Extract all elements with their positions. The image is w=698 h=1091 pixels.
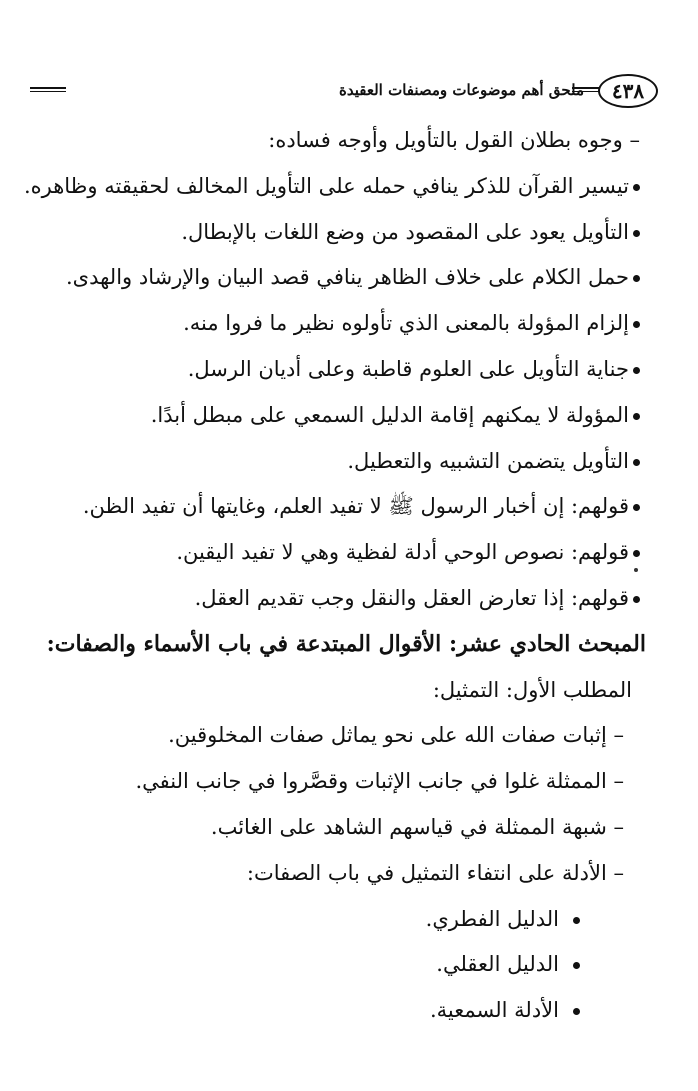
header-rule-left: [30, 87, 66, 92]
running-header: [30, 70, 658, 110]
text-line: – شبهة الممثلة في قياسهم الشاهد على الغائب.: [210, 814, 624, 839]
bullet-item: جناية التأويل على العلوم قاطبة وعلى أديان الرسل.: [40, 347, 640, 393]
bullet-item: التأويل يعود على المقصود من وضع اللغات بالإبطال.: [40, 210, 640, 256]
text-line: – إثبات صفات الله على نحو يماثل صفات المخلوقين.: [168, 723, 624, 748]
bullet-item: إلزام المؤولة بالمعنى الذي تأولوه نظير ما فروا منه.: [40, 301, 640, 347]
text-line: – الممثلة غلوا في جانب الإثبات وقصَّروا في جانب النفي.: [135, 769, 624, 794]
header-title: ملحق أهم موضوعات ومصنفات العقيدة: [339, 81, 584, 99]
bullet-item: الدليل العقلي.: [40, 942, 640, 988]
bullet-item: الأدلة السمعية.: [40, 988, 640, 1034]
bullet-item: قولهم: إذا تعارض العقل والنقل وجب تقديم العقل.: [40, 576, 640, 622]
page-body: [23, 118, 646, 1034]
text-line: – وجوه بطلان القول بالتأويل وأوجه فساده:: [268, 128, 640, 152]
bullet-item: تيسير القرآن للذكر ينافي حمله على التأويل المخالف لحقيقته وظاهره.: [40, 164, 640, 210]
print-speck: [634, 568, 638, 572]
page-number: ٤٣٨: [598, 74, 658, 108]
bullet-item: حمل الكلام على خلاف الظاهر ينافي قصد البيان والإرشاد والهدى.: [40, 255, 640, 301]
bullet-item: الدليل الفطري.: [40, 897, 640, 943]
section-heading: المبحث الحادي عشر: الأقوال المبتدعة في باب الأسماء والصفات:: [46, 630, 646, 657]
bullet-item: المؤولة لا يمكنهم إقامة الدليل السمعي على مبطل أبدًا.: [40, 393, 640, 439]
bullet-item: قولهم: إن أخبار الرسول ﷺ لا تفيد العلم، وغايتها أن تفيد الظن.: [40, 484, 640, 530]
subsection-heading: المطلب الأول: التمثيل:: [432, 677, 632, 702]
bullet-item: قولهم: نصوص الوحي أدلة لفظية وهي لا تفيد اليقين.: [40, 530, 640, 576]
text-line: – الأدلة على انتفاء التمثيل في باب الصفات:: [246, 860, 624, 885]
bullet-item: التأويل يتضمن التشبيه والتعطيل.: [40, 439, 640, 485]
